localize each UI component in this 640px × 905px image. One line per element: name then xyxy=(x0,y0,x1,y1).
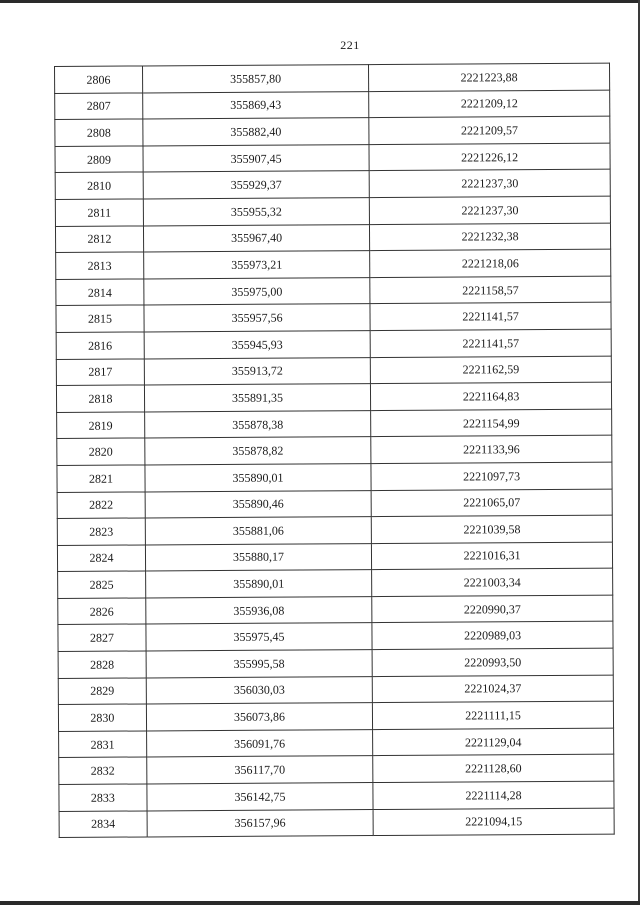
y-coordinate-cell: 2221218,06 xyxy=(370,249,611,277)
point-number-cell: 2829 xyxy=(58,678,146,705)
point-number-cell: 2813 xyxy=(56,252,144,279)
x-coordinate-cell: 355957,56 xyxy=(144,304,370,332)
x-coordinate-cell: 355891,35 xyxy=(144,384,370,412)
point-number-cell: 2807 xyxy=(55,93,143,120)
point-number-cell: 2823 xyxy=(57,518,145,545)
y-coordinate-cell: 2221016,31 xyxy=(372,542,613,570)
x-coordinate-cell: 355973,21 xyxy=(143,251,369,279)
y-coordinate-cell: 2221226,12 xyxy=(369,143,610,171)
point-number-cell: 2819 xyxy=(57,412,145,439)
y-coordinate-cell: 2221162,59 xyxy=(370,356,611,384)
x-coordinate-cell: 356142,75 xyxy=(147,783,373,811)
y-coordinate-cell: 2220990,37 xyxy=(372,595,613,623)
y-coordinate-cell: 2221237,30 xyxy=(369,196,610,224)
scan-border-bottom xyxy=(0,901,640,905)
x-coordinate-cell: 355936,08 xyxy=(146,596,372,624)
point-number-cell: 2822 xyxy=(57,491,145,518)
table-row xyxy=(55,223,610,253)
point-number-cell: 2827 xyxy=(58,624,146,651)
table-row xyxy=(58,701,613,731)
page-number: 221 xyxy=(340,38,360,52)
y-coordinate-cell: 2221164,83 xyxy=(371,382,612,410)
x-coordinate-cell: 355890,01 xyxy=(145,463,371,491)
coordinates-table xyxy=(54,63,615,839)
table-row xyxy=(56,382,611,412)
point-number-cell: 2830 xyxy=(58,704,146,731)
table-row xyxy=(58,675,613,705)
x-coordinate-cell: 355880,17 xyxy=(145,543,371,571)
table-row xyxy=(55,63,610,93)
point-number-cell: 2808 xyxy=(55,119,143,146)
y-coordinate-cell: 2221094,15 xyxy=(373,808,614,836)
point-number-cell: 2816 xyxy=(56,332,144,359)
x-coordinate-cell: 355890,01 xyxy=(145,570,371,598)
y-coordinate-cell: 2221097,73 xyxy=(371,462,612,490)
y-coordinate-cell: 2221024,37 xyxy=(372,675,613,703)
table-row xyxy=(58,595,613,625)
y-coordinate-cell: 2221141,57 xyxy=(370,329,611,357)
point-number-cell: 2812 xyxy=(55,226,143,253)
table-row xyxy=(55,116,610,146)
x-coordinate-cell: 355975,45 xyxy=(146,623,372,651)
x-coordinate-cell: 355878,38 xyxy=(144,410,370,438)
scan-border-top xyxy=(0,0,640,3)
table-row xyxy=(59,755,614,785)
table-row xyxy=(56,329,611,359)
y-coordinate-cell: 2221129,04 xyxy=(373,728,614,756)
point-number-cell: 2810 xyxy=(55,172,143,199)
point-number-cell: 2821 xyxy=(57,465,145,492)
coordinates-table-container xyxy=(54,63,615,834)
point-number-cell: 2825 xyxy=(58,571,146,598)
y-coordinate-cell: 2221114,28 xyxy=(373,781,614,809)
y-coordinate-cell: 2221232,38 xyxy=(370,223,611,251)
y-coordinate-cell: 2221237,30 xyxy=(369,169,610,197)
table-row xyxy=(59,728,614,758)
x-coordinate-cell: 355929,37 xyxy=(143,171,369,199)
x-coordinate-cell: 356117,70 xyxy=(147,756,373,784)
point-number-cell: 2826 xyxy=(58,598,146,625)
x-coordinate-cell: 355995,58 xyxy=(146,650,372,678)
x-coordinate-cell: 355945,93 xyxy=(144,331,370,359)
table-row xyxy=(55,143,610,173)
point-number-cell: 2817 xyxy=(56,358,144,385)
point-number-cell: 2806 xyxy=(55,66,143,93)
y-coordinate-cell: 2221141,57 xyxy=(370,302,611,330)
point-number-cell: 2834 xyxy=(59,811,147,838)
point-number-cell: 2818 xyxy=(56,385,144,412)
x-coordinate-cell: 355869,43 xyxy=(143,91,369,119)
table-row xyxy=(55,196,610,226)
table-row xyxy=(57,489,612,519)
y-coordinate-cell: 2221111,15 xyxy=(373,701,614,729)
y-coordinate-cell: 2221154,99 xyxy=(371,409,612,437)
coordinates-table-body xyxy=(55,63,615,838)
point-number-cell: 2833 xyxy=(59,784,147,811)
x-coordinate-cell: 355878,82 xyxy=(145,437,371,465)
point-number-cell: 2811 xyxy=(55,199,143,226)
table-row xyxy=(57,515,612,545)
table-row xyxy=(58,568,613,598)
point-number-cell: 2820 xyxy=(57,438,145,465)
y-coordinate-cell: 2221209,57 xyxy=(369,116,610,144)
table-row xyxy=(56,356,611,386)
point-number-cell: 2832 xyxy=(59,757,147,784)
point-number-cell: 2824 xyxy=(57,545,145,572)
x-coordinate-cell: 355907,45 xyxy=(143,144,369,172)
x-coordinate-cell: 356073,86 xyxy=(146,703,372,731)
x-coordinate-cell: 355890,46 xyxy=(145,490,371,518)
table-row xyxy=(55,90,610,120)
table-row xyxy=(57,462,612,492)
x-coordinate-cell: 355913,72 xyxy=(144,357,370,385)
table-row xyxy=(55,169,610,199)
x-coordinate-cell: 356157,96 xyxy=(147,809,373,837)
y-coordinate-cell: 2221158,57 xyxy=(370,276,611,304)
table-row xyxy=(57,409,612,439)
x-coordinate-cell: 356030,03 xyxy=(146,676,372,704)
x-coordinate-cell: 355881,06 xyxy=(145,517,371,545)
x-coordinate-cell: 355955,32 xyxy=(143,198,369,226)
y-coordinate-cell: 2221128,60 xyxy=(373,755,614,783)
y-coordinate-cell: 2220993,50 xyxy=(372,648,613,676)
table-row xyxy=(57,435,612,465)
y-coordinate-cell: 2221065,07 xyxy=(371,489,612,517)
x-coordinate-cell: 355975,00 xyxy=(144,277,370,305)
y-coordinate-cell: 2220989,03 xyxy=(372,622,613,650)
table-row xyxy=(58,648,613,678)
point-number-cell: 2831 xyxy=(59,731,147,758)
y-coordinate-cell: 2221003,34 xyxy=(372,568,613,596)
table-row xyxy=(57,542,612,572)
table-row xyxy=(59,781,614,811)
x-coordinate-cell: 355857,80 xyxy=(142,65,368,93)
table-row xyxy=(56,302,611,332)
table-row xyxy=(59,808,614,838)
point-number-cell: 2814 xyxy=(56,279,144,306)
y-coordinate-cell: 2221039,58 xyxy=(371,515,612,543)
y-coordinate-cell: 2221209,12 xyxy=(369,90,610,118)
point-number-cell: 2809 xyxy=(55,146,143,173)
y-coordinate-cell: 2221223,88 xyxy=(369,63,610,91)
x-coordinate-cell: 355882,40 xyxy=(143,118,369,146)
point-number-cell: 2815 xyxy=(56,305,144,332)
table-row xyxy=(56,249,611,279)
table-row xyxy=(56,276,611,306)
x-coordinate-cell: 355967,40 xyxy=(143,224,369,252)
y-coordinate-cell: 2221133,96 xyxy=(371,435,612,463)
x-coordinate-cell: 356091,76 xyxy=(146,729,372,757)
point-number-cell: 2828 xyxy=(58,651,146,678)
table-row xyxy=(58,622,613,652)
